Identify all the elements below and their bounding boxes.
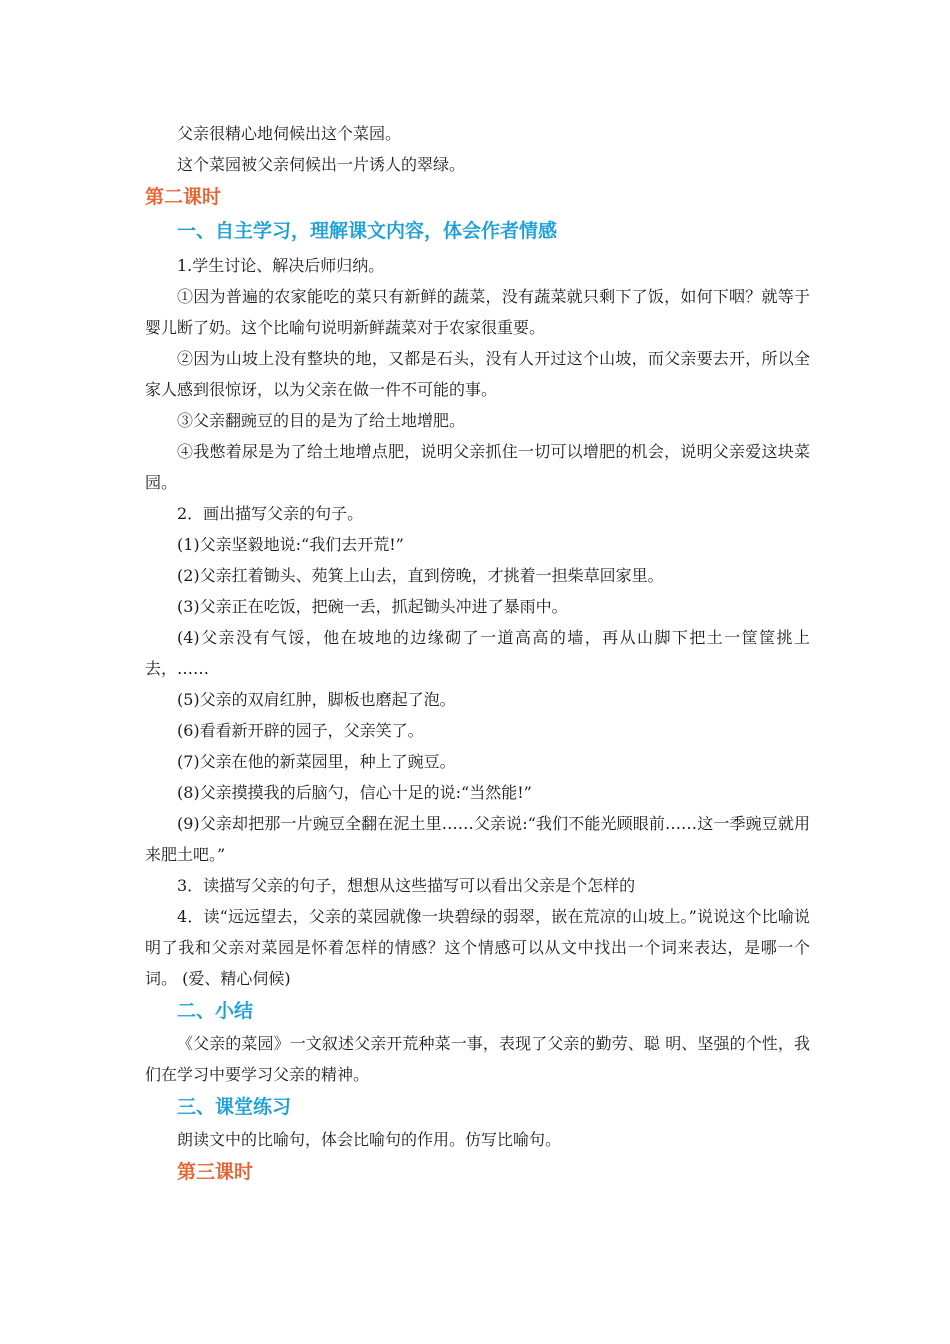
answer-3: ③父亲翻豌豆的目的是为了给土地增肥。 [177, 411, 466, 430]
answer-2: ②因为山坡上没有整块的地，又都是石头，没有人开过这个山坡，而父亲要去开，所以全家人感到很惊讶，以为父亲在做一件不可能的事。 [145, 349, 810, 399]
sentence-1: (1)父亲坚毅地说:“我们去开荒!” [177, 535, 404, 554]
lesson-3-heading: 第三课时 [177, 1161, 254, 1183]
sentence-9: (9)父亲却把那一片豌豆全翻在泥土里……父亲说:“我们不能光顾眼前……这一季豌豆就用来肥土吧。” [145, 814, 810, 864]
sentence-5: (5)父亲的双肩红肿，脚板也磨起了泡。 [177, 690, 456, 709]
sentence-3: (3)父亲正在吃饭，把碗一丢，抓起锄头冲进了暴雨中。 [177, 597, 568, 616]
section-2-heading: 二、小结 [177, 1000, 254, 1022]
section-1-item-2: 2．画出描写父亲的句子。 [177, 504, 364, 523]
lesson-2-heading: 第二课时 [145, 186, 222, 208]
answer-4: ④我憋着尿是为了给土地增点肥，说明父亲抓住一切可以增肥的机会，说明父亲爱这块菜园。 [145, 442, 810, 492]
section-1-item-4: 4．读“远远望去，父亲的菜园就像一块碧绿的弱翠，嵌在荒凉的山坡上。”说说这个比喻说明了我和父亲对菜园是怀着怎样的情感？这个情感可以从文中找出一个词来表达，是哪一个词。 (爱、精心伺候) [145, 907, 810, 988]
section-1-item-3: 3．读描写父亲的句子，想想从这些描写可以看出父亲是个怎样的 [177, 876, 636, 895]
sentence-7: (7)父亲在他的新菜园里，种上了豌豆。 [177, 752, 456, 771]
exercise-text: 朗读文中的比喻句，体会比喻句的作用。仿写比喻句。 [177, 1130, 562, 1149]
summary-text: 《父亲的菜园》一文叙述父亲开荒种菜一事，表现了父亲的勤劳、聪 明、坚强的个性，我们在学习中要学习父亲的精神。 [145, 1034, 810, 1084]
sentence-6: (6)看看新开辟的园子，父亲笑了。 [177, 721, 424, 740]
section-1-heading: 一、自主学习，理解课文内容，体会作者情感 [177, 220, 558, 242]
sentence-4: (4)父亲没有气馁，他在坡地的边缘砌了一道高高的墙，再从山脚下把土一筐筐挑上去，…… [145, 628, 810, 678]
section-3-heading: 三、课堂练习 [177, 1096, 292, 1118]
sentence-8: (8)父亲摸摸我的后脑勺，信心十足的说:“当然能!” [177, 783, 532, 802]
intro-line-2: 这个菜园被父亲伺候出一片诱人的翠绿。 [177, 155, 466, 174]
intro-line-1: 父亲很精心地伺候出这个菜园。 [177, 124, 402, 143]
sentence-2: (2)父亲扛着锄头、苑箕上山去，直到傍晚，才挑着一担柴草回家里。 [177, 566, 664, 585]
document-page [145, 118, 810, 1189]
answer-1: ①因为普遍的农家能吃的菜只有新鲜的蔬菜，没有蔬菜就只剩下了饭，如何下咽？就等于婴儿断了奶。这个比喻句说明新鲜蔬菜对于农家很重要。 [145, 287, 810, 337]
section-1-item-1: 1.学生讨论、解决后师归纳。 [177, 256, 385, 275]
